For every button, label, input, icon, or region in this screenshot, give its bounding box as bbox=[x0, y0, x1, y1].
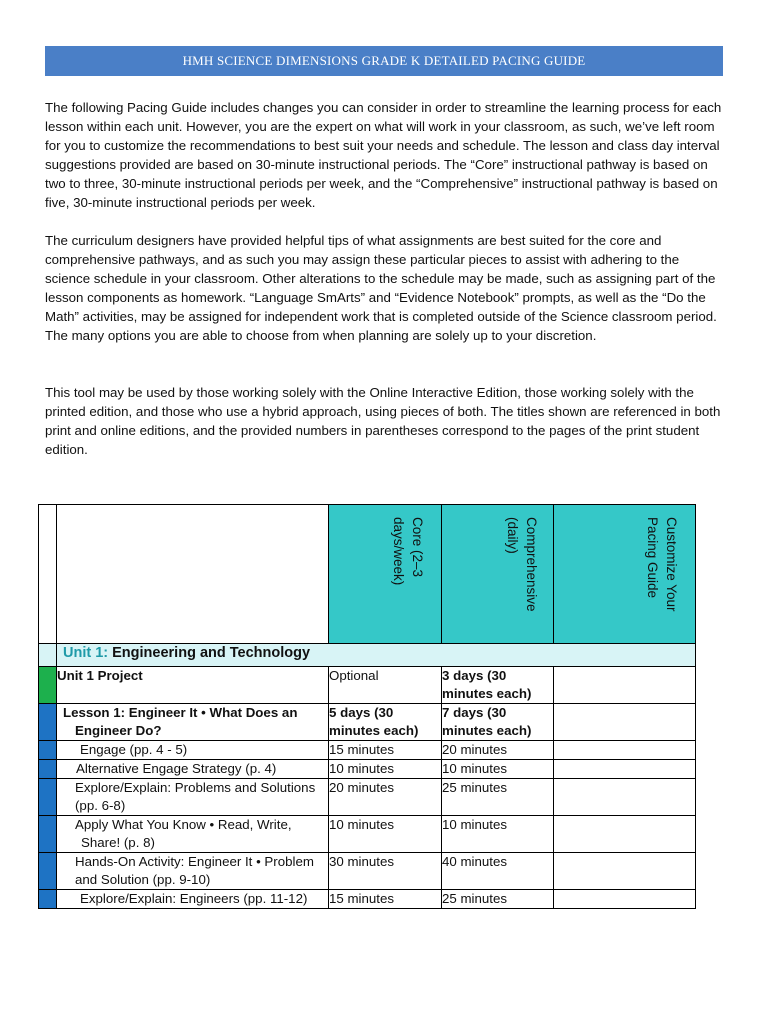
intro-paragraph-1: The following Pacing Guide includes changes you can consider in order to streamline the learning process for each lesson within each unit. However, you are the expert on what will work in your classroom, as such, we’ve left room for you to customize the recommendations to best suit your needs and schedule. The lesson and class day interval suggestions provided are based on 30-minute instructional periods. The “Core” instructional pathway is based on two to three, 30-minute instructional periods per week, and the “Comprehensive” instructional pathway is based on five, 30-minute instructional periods per week. bbox=[45, 100, 722, 210]
table-row bbox=[39, 667, 696, 704]
project-marker bbox=[39, 667, 57, 704]
row-core: Optional bbox=[329, 667, 442, 704]
row-name: Explore/Explain: Engineers (pp. 11-12) bbox=[57, 890, 329, 909]
row-name: Hands-On Activity: Engineer It • Problem and Solution (pp. 9-10) bbox=[75, 854, 314, 887]
pacing-guide-table bbox=[38, 504, 696, 909]
row-comprehensive: 10 minutes bbox=[442, 760, 554, 779]
row-comprehensive: 40 minutes bbox=[442, 853, 554, 890]
row-customize[interactable] bbox=[554, 667, 696, 704]
intro-paragraph-2: The curriculum designers have provided helpful tips of what assignments are best suited for the core and comprehensive pathways, and as such you may assign these particular pieces to assist with adhering to the science schedule in your classroom. Other alterations to the schedule may be made, such as assigning part of the lesson components as homework. “Language SmArts” and “Evidence Notebook” prompts, as well as the “Do the Math” activities, may be assigned for independent work that is completed outside of the Science classroom period. The many options you are able to choose from when planning are solely up to your discretion. bbox=[45, 233, 717, 343]
unit-title: Engineering and Technology bbox=[112, 645, 311, 661]
row-customize[interactable] bbox=[554, 890, 696, 909]
row-core: 30 minutes bbox=[329, 853, 442, 890]
row-name: Apply What You Know • Read, Write, Share! (p. 8) bbox=[75, 817, 292, 850]
table-row bbox=[39, 779, 696, 816]
table-row bbox=[39, 741, 696, 760]
row-name: Explore/Explain: Problems and Solutions (pp. 6-8) bbox=[75, 780, 316, 813]
row-core: 10 minutes bbox=[329, 816, 442, 853]
lesson-marker bbox=[39, 890, 57, 909]
lesson-marker bbox=[39, 816, 57, 853]
row-name: Alternative Engage Strategy (p. 4) bbox=[57, 760, 329, 779]
row-customize[interactable] bbox=[554, 704, 696, 741]
table-row bbox=[39, 816, 696, 853]
unit-marker-cell bbox=[39, 644, 57, 667]
header-customize-label: Customize Your Pacing Guide bbox=[645, 517, 679, 612]
row-comprehensive: 25 minutes bbox=[442, 779, 554, 816]
header-core-label: Core (2–3 days/week) bbox=[391, 517, 425, 586]
intro-paragraph-3: This tool may be used by those working solely with the Online Interactive Edition, those working solely with the printed edition, and those who use a hybrid approach, using pieces of both. The titles shown are referenced in both print and online editions, and the provided numbers in parentheses correspond to the pages of the print student edition. bbox=[45, 385, 721, 457]
unit-heading-cell bbox=[57, 644, 696, 667]
row-comprehensive: 20 minutes bbox=[442, 741, 554, 760]
row-customize[interactable] bbox=[554, 853, 696, 890]
lesson-marker bbox=[39, 704, 57, 741]
table-row bbox=[39, 704, 696, 741]
row-core: 10 minutes bbox=[329, 760, 442, 779]
lesson-marker bbox=[39, 741, 57, 760]
lesson-marker bbox=[39, 853, 57, 890]
row-customize[interactable] bbox=[554, 779, 696, 816]
row-name: Engage (pp. 4 - 5) bbox=[57, 741, 329, 760]
table-header-row bbox=[39, 505, 696, 644]
header-comprehensive bbox=[442, 505, 554, 644]
table-row bbox=[39, 760, 696, 779]
row-core: 15 minutes bbox=[329, 741, 442, 760]
row-comprehensive: 3 days (30 minutes each) bbox=[442, 667, 554, 704]
document-title-banner bbox=[45, 46, 723, 76]
row-core: 15 minutes bbox=[329, 890, 442, 909]
unit-number: Unit 1: bbox=[63, 645, 109, 661]
table-row bbox=[39, 890, 696, 909]
header-customize bbox=[554, 505, 696, 644]
row-core: 5 days (30 minutes each) bbox=[329, 704, 442, 741]
row-name: Unit 1 Project bbox=[57, 667, 329, 704]
lesson-marker bbox=[39, 779, 57, 816]
row-customize[interactable] bbox=[554, 760, 696, 779]
row-name: Lesson 1: Engineer It • What Does an Engineer Do? bbox=[63, 705, 298, 738]
document-title: HMH SCIENCE DIMENSIONS GRADE K DETAILED PACING GUIDE bbox=[182, 53, 586, 68]
header-marker-cell bbox=[39, 505, 57, 644]
unit-heading bbox=[57, 645, 310, 661]
lesson-marker bbox=[39, 760, 57, 779]
unit-row bbox=[39, 644, 696, 667]
row-comprehensive: 7 days (30 minutes each) bbox=[442, 704, 554, 741]
header-core bbox=[329, 505, 442, 644]
row-core: 20 minutes bbox=[329, 779, 442, 816]
row-comprehensive: 10 minutes bbox=[442, 816, 554, 853]
row-customize[interactable] bbox=[554, 741, 696, 760]
header-comprehensive-label: Comprehensive (daily) bbox=[505, 517, 539, 612]
table-row bbox=[39, 853, 696, 890]
row-comprehensive: 25 minutes bbox=[442, 890, 554, 909]
row-customize[interactable] bbox=[554, 816, 696, 853]
header-blank-cell bbox=[57, 505, 329, 644]
